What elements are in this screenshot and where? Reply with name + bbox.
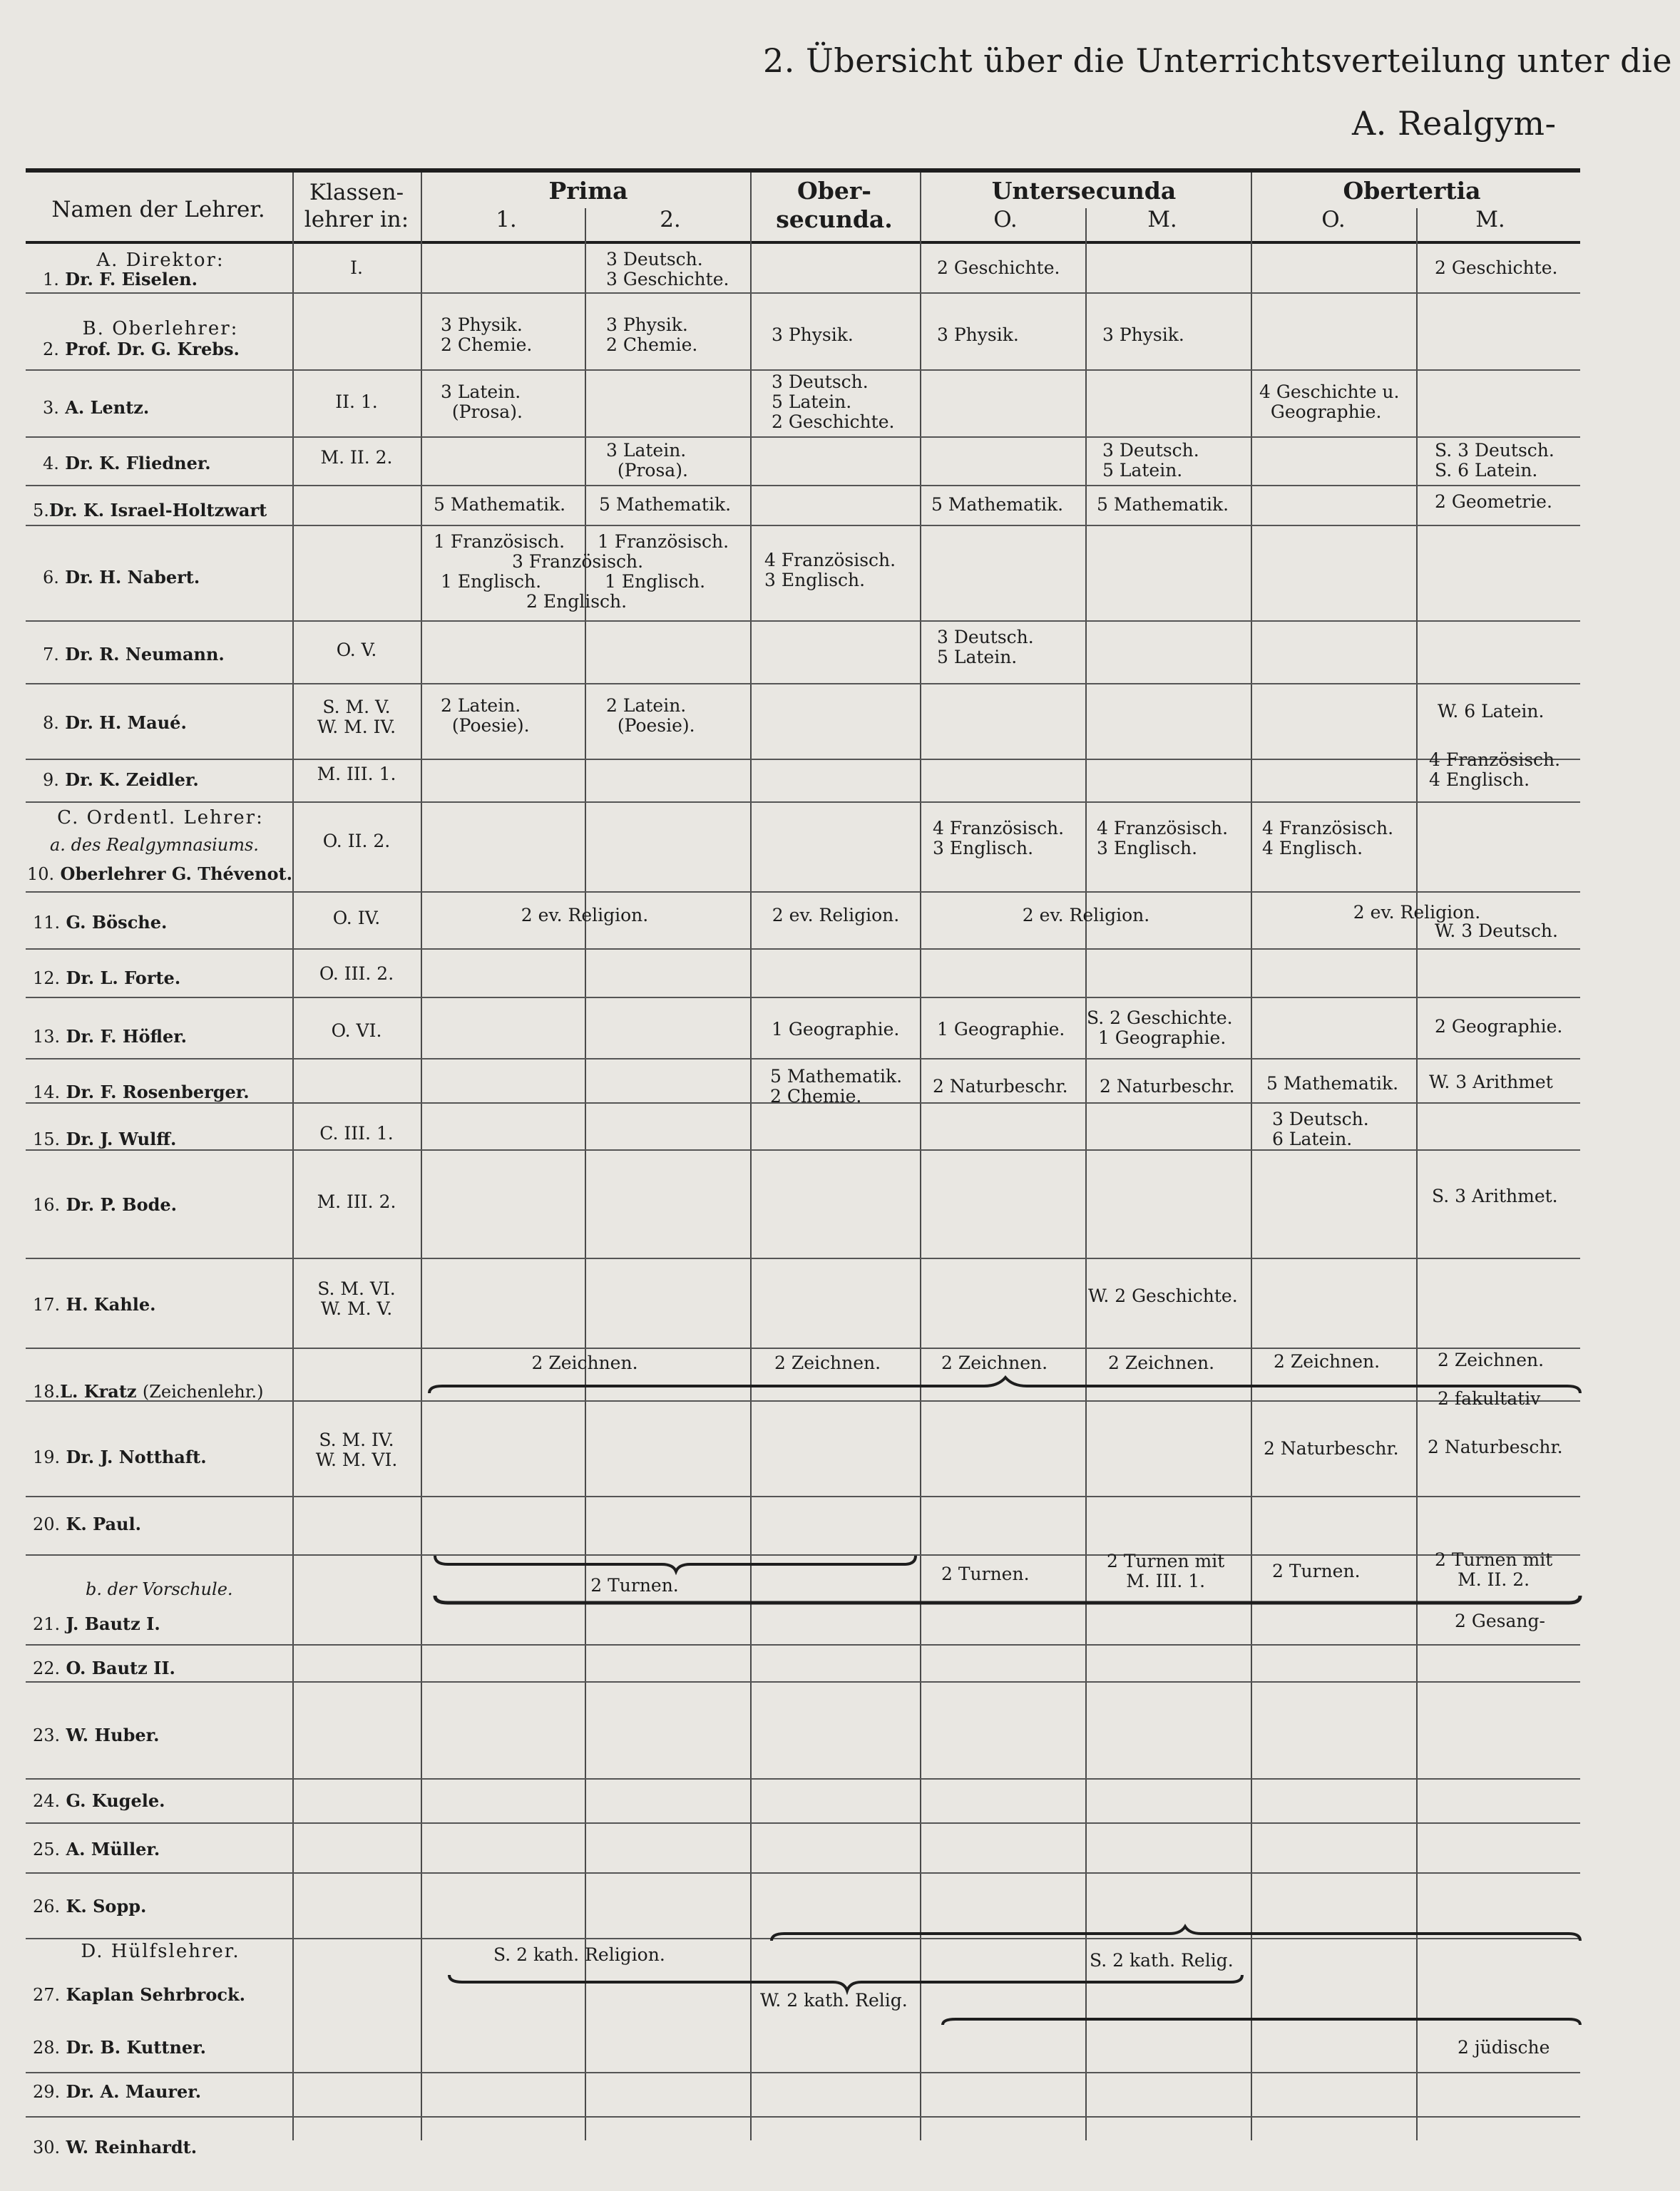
- subject-cell: 1 Englisch.: [605, 571, 706, 592]
- header-untersecunda-m: M.: [1147, 207, 1177, 232]
- subject-cell: 3 Deutsch. 5 Latein.: [1102, 440, 1199, 481]
- klassenlehrer-cell: O. IV.: [332, 908, 381, 928]
- header-untersecunda-o: O.: [993, 207, 1018, 232]
- row-divider: [26, 759, 1580, 760]
- row-divider: [26, 2072, 1580, 2073]
- klassenlehrer-cell: C. III. 1.: [319, 1123, 394, 1144]
- row-divider: [26, 891, 1580, 893]
- row-divider: [26, 1258, 1580, 1259]
- subject-cell: S. 3 Deutsch. S. 6 Latein.: [1435, 440, 1554, 481]
- row-divider: [26, 620, 1580, 622]
- subject-cell: S. 3 Arithmet.: [1432, 1186, 1558, 1206]
- subject-cell: 4 Französisch. 3 Englisch.: [764, 550, 896, 590]
- subject-cell: 2 Naturbeschr.: [1264, 1438, 1399, 1459]
- zeichnen-brace: [428, 1376, 1583, 1397]
- subject-cell: 2 Englisch.: [526, 591, 628, 612]
- subject-cell: W. 2 kath. Relig.: [760, 1990, 908, 2011]
- header-bottom-rule: [26, 241, 1580, 244]
- row-divider: [26, 525, 1580, 526]
- subject-cell: 4 Französisch. 4 Englisch.: [1262, 818, 1394, 858]
- subject-cell: 2 ev. Religion.: [521, 905, 649, 925]
- subject-cell: S. 2 Geschichte. 1 Geographie.: [1087, 1007, 1233, 1048]
- col-divider: [1416, 208, 1418, 2140]
- col-divider: [1251, 173, 1252, 2140]
- subject-cell: 2 Zeichnen.: [1108, 1353, 1215, 1373]
- subject-cell: 2 Naturbeschr.: [1100, 1076, 1235, 1097]
- row-divider: [26, 2116, 1580, 2118]
- header-klassen: Klassen-: [309, 180, 404, 205]
- row-divider: [26, 801, 1580, 803]
- teacher-name: 3. A. Lentz.: [43, 397, 150, 418]
- teacher-name: 18.L. Kratz (Zeichenlehr.): [33, 1381, 264, 1402]
- subject-cell: 2 jüdische: [1458, 2037, 1550, 2058]
- religion-brace-lower: [448, 1972, 1246, 1994]
- teacher-name: 11. G. Bösche.: [33, 912, 168, 933]
- klassenlehrer-cell: S. M. V. W. M. IV.: [317, 697, 396, 737]
- subject-cell: 2 fakultativ: [1438, 1388, 1541, 1409]
- header-names: Namen der Lehrer.: [51, 197, 265, 222]
- subject-cell: 2 ev. Religion.: [1022, 905, 1150, 925]
- subject-cell: 2 Zeichnen.: [531, 1353, 638, 1373]
- klassenlehrer-cell: S. M. IV. W. M. VI.: [315, 1430, 398, 1470]
- row-divider: [26, 1644, 1580, 1646]
- subject-cell: W. 6 Latein.: [1438, 701, 1545, 722]
- subject-cell: 5 Mathematik.: [1097, 494, 1229, 515]
- col-divider: [585, 208, 586, 2140]
- header-obertertia-o: O.: [1321, 207, 1346, 232]
- subject-cell: 4 Französisch. 4 Englisch.: [1429, 749, 1561, 790]
- subject-cell: 3 Latein. (Prosa).: [606, 440, 688, 481]
- teacher-name: 6. Dr. H. Nabert.: [43, 567, 200, 587]
- klassenlehrer-cell: O. III. 2.: [319, 963, 394, 984]
- row-divider: [26, 485, 1580, 486]
- teacher-name: 27. Kaplan Sehrbrock.: [33, 1984, 245, 2005]
- subject-cell: 2 Turnen.: [941, 1564, 1030, 1584]
- subject-cell: 2 Gesang-: [1455, 1611, 1545, 1631]
- teacher-name: 4. Dr. K. Fliedner.: [43, 453, 211, 473]
- teacher-name: 19. Dr. J. Notthaft.: [33, 1447, 207, 1467]
- subject-cell: W. 3 Arithmet: [1429, 1072, 1553, 1092]
- subject-cell: 2 Latein. (Poesie).: [606, 695, 695, 736]
- teacher-name: 7. Dr. R. Neumann.: [43, 644, 225, 665]
- header-obertertia-m: M.: [1475, 207, 1505, 232]
- subject-cell: 2 Turnen mit M. III. 1.: [1107, 1551, 1225, 1591]
- subject-cell: 2 Turnen.: [590, 1575, 679, 1596]
- header-obertertia: Obertertia: [1343, 177, 1481, 205]
- subject-cell: 5 Mathematik. 2 Chemie.: [770, 1066, 903, 1107]
- teacher-name: 29. Dr. A. Maurer.: [33, 2081, 202, 2102]
- group-oberlehrer: B. Oberlehrer:: [82, 318, 239, 339]
- subject-cell: 2 Geometrie.: [1435, 491, 1552, 512]
- subject-cell: 5 Mathematik.: [1266, 1073, 1399, 1094]
- subject-cell: 2 Turnen.: [1272, 1561, 1361, 1581]
- col-divider: [421, 173, 422, 2140]
- teacher-name: 5.Dr. K. Israel-Holtzwart: [33, 500, 267, 520]
- religion-brace-upper: [770, 1925, 1583, 1946]
- group-ordentliche-lehrer: C. Ordentl. Lehrer:: [57, 807, 264, 828]
- subject-cell: 3 Physik.: [772, 324, 854, 345]
- teacher-name: 21. J. Bautz I.: [33, 1613, 160, 1634]
- klassenlehrer-cell: O. V.: [336, 640, 377, 660]
- row-divider: [26, 1822, 1580, 1824]
- subject-cell: 1 Geographie.: [937, 1019, 1065, 1040]
- group-direktor: A. Direktor:: [96, 250, 225, 271]
- teacher-name: 15. Dr. J. Wulff.: [33, 1129, 177, 1149]
- subject-cell: 4 Französisch. 3 Englisch.: [933, 818, 1065, 858]
- row-divider: [26, 1058, 1580, 1059]
- klassenlehrer-cell: I.: [350, 257, 363, 278]
- teacher-name: 10. Oberlehrer G. Thévenot.: [27, 863, 292, 884]
- header-obersecunda-2: secunda.: [776, 205, 893, 233]
- row-divider: [26, 1872, 1580, 1874]
- subject-cell: S. 2 kath. Relig.: [1090, 1950, 1234, 1971]
- subject-cell: 3 Deutsch. 5 Latein.: [937, 627, 1034, 667]
- group-huelfslehrer: D. Hülfslehrer.: [81, 1941, 240, 1962]
- teacher-name: 16. Dr. P. Bode.: [33, 1194, 177, 1215]
- subject-cell: 3 Deutsch. 3 Geschichte.: [606, 249, 729, 289]
- klassenlehrer-cell: II. 1.: [335, 391, 378, 412]
- klassenlehrer-cell: M. III. 1.: [317, 764, 396, 784]
- teacher-name: 20. K. Paul.: [33, 1514, 141, 1534]
- header-prima-1: 1.: [496, 207, 517, 232]
- teacher-name: 28. Dr. B. Kuttner.: [33, 2037, 206, 2058]
- subject-cell: 3 Französisch.: [512, 551, 644, 572]
- subject-cell: 2 Naturbeschr.: [933, 1076, 1068, 1097]
- page-title: 2. Übersicht über die Unterrichtsverteilung unter die: [763, 41, 1673, 80]
- row-divider: [26, 292, 1580, 294]
- subject-cell: 2 Zeichnen.: [1274, 1351, 1381, 1372]
- row-divider: [26, 1681, 1580, 1683]
- row-divider: [26, 369, 1580, 371]
- klassenlehrer-cell: M. II. 2.: [320, 447, 393, 468]
- teacher-name: 12. Dr. L. Forte.: [33, 968, 181, 988]
- subject-cell: 3 Physik.: [1102, 324, 1184, 345]
- subject-cell: 2 Zeichnen.: [774, 1353, 881, 1373]
- subject-cell: 3 Physik. 2 Chemie.: [441, 314, 533, 355]
- subject-cell: 4 Französisch. 3 Englisch.: [1097, 818, 1229, 858]
- col-divider: [920, 173, 921, 2140]
- row-divider: [26, 436, 1580, 438]
- teacher-name: 25. A. Müller.: [33, 1839, 160, 1859]
- col-divider: [750, 173, 752, 2140]
- group-realgymnasium-label: a. des Realgymnasiums.: [50, 835, 259, 855]
- subject-cell: S. 2 kath. Religion.: [493, 1944, 665, 1965]
- subject-cell: 5 Mathematik.: [434, 494, 566, 515]
- turnen-brace-upper: [434, 1554, 918, 1573]
- subject-cell: 3 Physik.: [937, 324, 1019, 345]
- teacher-name: 30. W. Reinhardt.: [33, 2137, 198, 2157]
- subject-cell: 2 Zeichnen.: [1438, 1350, 1545, 1370]
- teacher-name: 26. K. Sopp.: [33, 1896, 147, 1917]
- subject-cell: 1 Geographie.: [772, 1019, 900, 1040]
- subject-cell: 2 Turnen mit M. II. 2.: [1435, 1549, 1553, 1590]
- klassenlehrer-cell: O. II. 2.: [322, 831, 391, 851]
- table-top-rule: [26, 168, 1580, 173]
- teacher-name: 24. G. Kugele.: [33, 1790, 165, 1811]
- subject-cell: 3 Physik. 2 Chemie.: [606, 314, 698, 355]
- subject-cell: 4 Geschichte u. Geographie.: [1259, 381, 1400, 422]
- subject-cell: 1 Französisch.: [434, 531, 565, 552]
- teacher-name: 17. H. Kahle.: [33, 1294, 156, 1315]
- subject-cell: 3 Deutsch. 5 Latein. 2 Geschichte.: [772, 371, 895, 432]
- subject-cell: 2 Zeichnen.: [941, 1353, 1048, 1373]
- teacher-name: 23. W. Huber.: [33, 1725, 160, 1745]
- subject-cell: 2 Latein. (Poesie).: [441, 695, 530, 736]
- header-prima-2: 2.: [660, 207, 681, 232]
- header-klassenlehrer: lehrer in:: [304, 207, 409, 232]
- teacher-name: 22. O. Bautz II.: [33, 1658, 175, 1678]
- subject-cell: 3 Deutsch. 6 Latein.: [1272, 1109, 1369, 1149]
- teacher-name: 1. Dr. F. Eiselen.: [43, 269, 198, 289]
- row-divider: [26, 1496, 1580, 1497]
- teacher-name: 14. Dr. F. Rosenberger.: [33, 1082, 250, 1102]
- header-prima: Prima: [548, 177, 628, 205]
- teacher-name: 8. Dr. H. Maué.: [43, 712, 187, 733]
- subject-cell: 2 Geschichte.: [937, 257, 1060, 278]
- subject-cell: 2 ev. Religion.: [772, 905, 900, 925]
- teacher-name: 2. Prof. Dr. G. Krebs.: [43, 339, 240, 359]
- header-obersecunda: Ober-: [797, 177, 871, 205]
- subject-cell: 1 Englisch.: [441, 571, 542, 592]
- row-divider: [26, 683, 1580, 684]
- subject-cell: 1 Französisch.: [598, 531, 729, 552]
- klassenlehrer-cell: M. III. 2.: [317, 1191, 396, 1212]
- subject-cell: 2 Geschichte.: [1435, 257, 1558, 278]
- subject-cell: 2 Naturbeschr.: [1428, 1437, 1563, 1457]
- juedische-brace: [941, 2015, 1583, 2029]
- header-untersecunda: Untersecunda: [991, 177, 1177, 205]
- klassenlehrer-cell: S. M. VI. W. M. V.: [317, 1278, 396, 1319]
- page-subtitle: A. Realgym-: [1352, 104, 1557, 143]
- subject-cell: 2 Geographie.: [1435, 1016, 1563, 1037]
- subject-cell: W. 2 Geschichte.: [1088, 1286, 1238, 1306]
- turnen-brace-lower: [434, 1594, 1583, 1608]
- klassenlehrer-cell: O. VI.: [331, 1020, 382, 1041]
- teacher-name: 13. Dr. F. Höfler.: [33, 1026, 188, 1047]
- col-divider: [1085, 208, 1087, 2140]
- subject-cell: 5 Mathematik.: [931, 494, 1064, 515]
- row-divider: [26, 997, 1580, 998]
- subject-cell: 5 Mathematik.: [599, 494, 732, 515]
- row-divider: [26, 1778, 1580, 1780]
- row-divider: [26, 1348, 1580, 1349]
- subject-cell: 3 Latein. (Prosa).: [441, 381, 523, 422]
- teacher-name: 9. Dr. K. Zeidler.: [43, 769, 199, 790]
- group-vorschule-label: b. der Vorschule.: [86, 1579, 233, 1599]
- subject-cell: 2 ev. Religion.: [1353, 902, 1481, 923]
- subject-cell: W. 3 Deutsch.: [1435, 920, 1558, 941]
- row-divider: [26, 1149, 1580, 1151]
- row-divider: [26, 948, 1580, 950]
